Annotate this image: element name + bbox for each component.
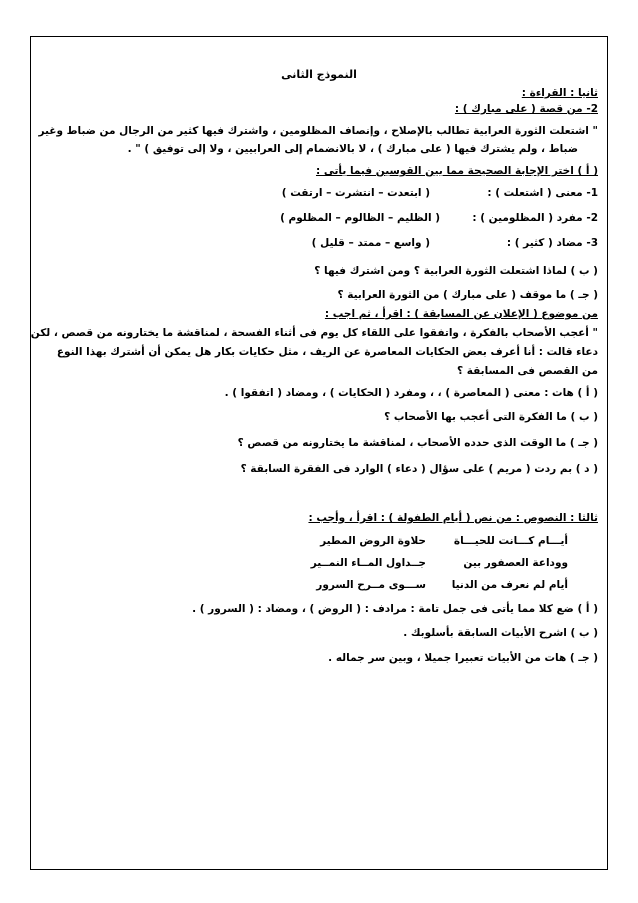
topic-line-1: " أعجب الأصحاب بالفكرة ، واتفقوا على اللقاء كل يوم فى أثناء الفسحة ، لمناقشة ما يختارونه من قصص ، لكن [30, 327, 598, 339]
topic-question-b: ( ب ) ما الفكرة التى أعجب بها الأصحاب ؟ [384, 411, 598, 423]
question-a-heading: ( أ ) اختر الإجابة الصحيحة مما بين القوسين فيما يأتى : [315, 165, 598, 177]
verse-first-half: أيام لم نعرف من الدنيا [451, 579, 568, 591]
verse-first-half: أيـــام كـــانت للحيـــاة [453, 535, 568, 547]
choice-options: ( الظليم – الظالوم – المظلوم ) [280, 212, 440, 224]
topic-heading: من موضوع ( الإعلان عن المسابقة ) : اقرأ ، ثم اجب : [324, 308, 598, 320]
texts-question-b: ( ب ) اشرح الأبيات السابقة بأسلوبك . [403, 627, 598, 639]
choice-label: 3- مضاد ( كثير ) : [506, 237, 598, 249]
topic-question-c: ( جـ ) ما الوقت الذى حدده الأصحاب ، لمناقشة ما يختارونه من قصص ؟ [237, 437, 598, 449]
passage-line-1: " اشتعلت الثورة العرابية تطالب بالإصلاح ، وإنصاف المظلومين ، واشترك فيها كثير من الرجال من ضباط وغير [38, 125, 598, 137]
choice-label: 1- معنى ( اشتعلت ) : [487, 187, 598, 199]
verse-second-half: حلاوة الروض المطير [320, 535, 426, 547]
choice-options: ( ابتعدت – انتشرت – ارتقت ) [281, 187, 430, 199]
question-c: ( جـ ) ما موقف ( على مبارك ) من الثورة العرابية ؟ [337, 289, 598, 301]
reading-heading: ثانيا : القراءة : [521, 87, 598, 99]
verse-second-half: ســـوى مــرح السرور [316, 579, 426, 591]
texts-question-a: ( أ ) ضع كلا مما يأتى فى جمل تامة : مرادف : ( الروض ) ، ومضاد : ( السرور ) . [192, 603, 598, 615]
verse-second-half: جــداول المــاء النمــير [310, 557, 426, 569]
topic-line-3: من القصص فى المسابقة ؟ [456, 365, 598, 377]
choice-label: 2- مفرد ( المظلومين ) : [472, 212, 598, 224]
texts-heading: ثالثا : النصوص : من نص ( أيام الطفولة ) : اقرأ ، وأجب : [308, 512, 598, 524]
question-b: ( ب ) لماذا اشتعلت الثورة العرابية ؟ ومن اشترك فيها ؟ [314, 265, 598, 277]
choice-options: ( واسع – ممتد – قليل ) [311, 237, 430, 249]
passage-line-2: ضباط ، ولم يشترك فيها ( على مبارك ) ، لا بالانضمام إلى العرابيين ، ولا إلى توفيق ) " . [127, 143, 578, 155]
verse-first-half: ووداعة العصفور بين [463, 557, 568, 569]
passage-heading: 2- من قصة ( على مبارك ) : [454, 103, 598, 115]
topic-question-a: ( أ ) هات : معنى ( المعاصرة ) ، ، ومفرد ( الحكايات ) ، ومضاد ( اتفقوا ) . [224, 387, 598, 399]
texts-question-c: ( جـ ) هات من الأبيات تعبيرا جميلا ، وبين سر جماله . [328, 652, 598, 664]
topic-question-d: ( د ) بم ردت ( مريم ) على سؤال ( دعاء ) الوارد فى الفقرة السابقة ؟ [240, 463, 598, 475]
topic-line-2: دعاء قالت : أنا أعرف بعض الحكايات المعاصرة عن الريف ، مثل حكايات بكار هل يمكن أن أشترك بهذا النوع [56, 346, 598, 358]
page-title: النموذج الثانى [281, 68, 357, 81]
page-border [30, 36, 608, 870]
